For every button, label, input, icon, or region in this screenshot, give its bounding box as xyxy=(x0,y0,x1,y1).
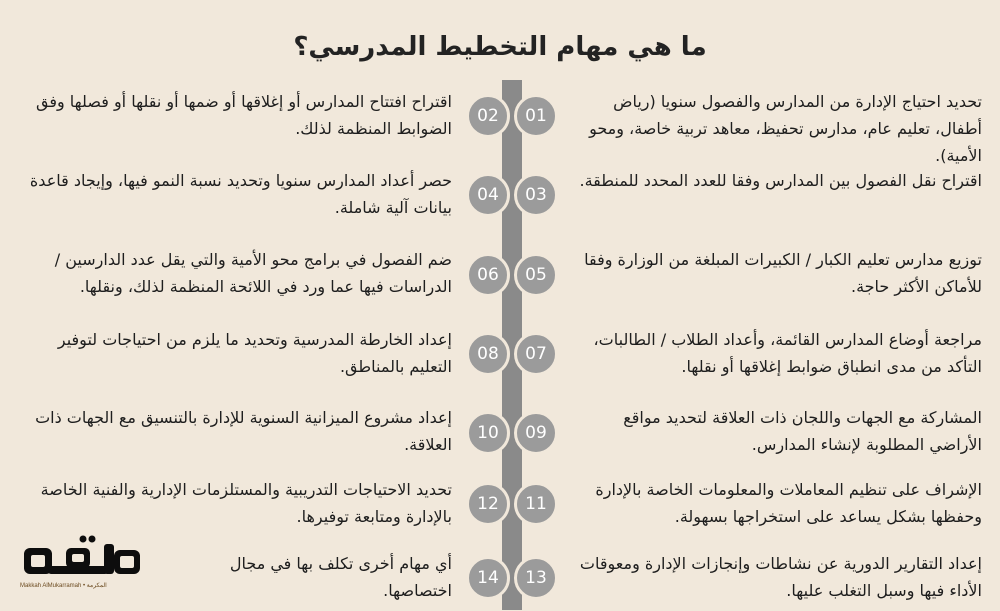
task-item-01: تحديد احتياج الإدارة من المدارس والفصول سنويا (رياض أطفال، تعليم عام، مدارس تحفيظ، معاهد تربية خاصة، ومحو الأمية). xyxy=(589,92,982,165)
task-item-14: أي مهام أخرى تكلف بها في مجال اختصاصها. xyxy=(229,554,452,600)
step-number-07: 07 xyxy=(514,332,558,376)
step-number-01: 01 xyxy=(514,94,558,138)
task-item-05: توزيع مدارس تعليم الكبار / الكبيرات المبلغة من الوزارة وفقا للأماكن الأكثر حاجة. xyxy=(584,250,982,296)
step-number-10: 10 xyxy=(466,411,510,455)
task-item-13: إعداد التقارير الدورية عن نشاطات وإنجازات الإدارة ومعوقات الأداء فيها وسبل التغلب عليها. xyxy=(579,554,982,600)
logo-subtitle: Makkah AlMukarramah • المكرمة xyxy=(20,583,107,589)
step-number-13: 13 xyxy=(514,556,558,600)
task-item-08: إعداد الخارطة المدرسية وتحديد ما يلزم من احتياجات لتوفير التعليم بالمناطق. xyxy=(57,330,452,376)
task-item-06: ضم الفصول في برامج محو الأمية والتي يقل عدد الدارسين / الدراسات فيها عما ورد في اللائحة المنظمة لذلك، ونقلها. xyxy=(54,250,452,296)
makkah-logo-mark xyxy=(20,530,160,582)
step-number-03: 03 xyxy=(514,173,558,217)
page-title: ما هي مهام التخطيط المدرسي؟ xyxy=(293,32,707,62)
step-number-04: 04 xyxy=(466,173,510,217)
task-item-02: اقتراح افتتاح المدارس أو إغلاقها أو ضمها أو نقلها أو فصلها وفق الضوابط المنظمة لذلك. xyxy=(35,92,452,138)
task-item-12: تحديد الاحتياجات التدريبية والمستلزمات الإدارية والفنية الخاصة بالإدارة ومتابعة توفيرها. xyxy=(40,480,452,526)
step-number-05: 05 xyxy=(514,253,558,297)
makkah-logo xyxy=(20,530,160,600)
step-number-09: 09 xyxy=(514,411,558,455)
step-number-06: 06 xyxy=(466,253,510,297)
task-item-04: حصر أعداد المدارس سنويا وتحديد نسبة النمو فيها، وإيجاد قاعدة بيانات آلية شاملة. xyxy=(29,171,452,217)
task-item-10: إعداد مشروع الميزانية السنوية للإدارة بالتنسيق مع الجهات ذات العلاقة. xyxy=(35,408,452,454)
task-item-03: اقتراح نقل الفصول بين المدارس وفقا للعدد المحدد للمنطقة. xyxy=(579,171,982,190)
task-item-07: مراجعة أوضاع المدارس القائمة، وأعداد الطلاب / الطالبات، التأكد من مدى انطباق ضوابط إغلاقها أو نقلها. xyxy=(593,330,982,376)
step-number-11: 11 xyxy=(514,482,558,526)
step-number-08: 08 xyxy=(466,332,510,376)
task-item-09: المشاركة مع الجهات واللجان ذات العلاقة لتحديد مواقع الأراضي المطلوبة لإنشاء المدارس. xyxy=(623,408,982,454)
step-number-14: 14 xyxy=(466,556,510,600)
step-number-12: 12 xyxy=(466,482,510,526)
task-item-11: الإشراف على تنظيم المعاملات والمعلومات الخاصة بالإدارة وحفظها بشكل يساعد على استخراجها بسهولة. xyxy=(595,480,982,526)
step-number-02: 02 xyxy=(466,94,510,138)
